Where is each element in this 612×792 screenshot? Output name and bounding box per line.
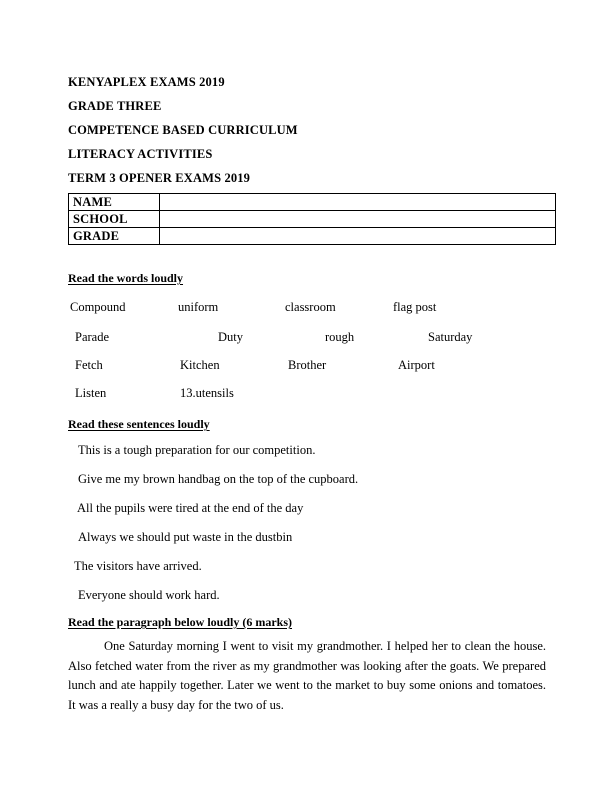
word-item: Kitchen <box>180 358 220 372</box>
details-input-grade[interactable] <box>160 228 556 245</box>
details-label-grade: GRADE <box>69 228 160 245</box>
table-row <box>69 211 556 228</box>
word-item: classroom <box>285 300 336 314</box>
sentence-item: Everyone should work hard. <box>78 588 220 602</box>
exam-header <box>68 70 548 190</box>
word-row <box>0 330 520 348</box>
word-row <box>0 358 520 376</box>
details-input-school[interactable] <box>160 211 556 228</box>
header-line-curriculum: COMPETENCE BASED CURRICULUM <box>68 123 298 137</box>
word-item: Fetch <box>75 358 103 372</box>
word-item: Parade <box>75 330 110 344</box>
table-row <box>69 194 556 211</box>
section-heading-read-sentences: Read these sentences loudly <box>68 417 210 431</box>
word-item: Brother <box>288 358 327 372</box>
header-line-exam-title: KENYAPLEX EXAMS 2019 <box>68 75 225 89</box>
header-line-subject: LITERACY ACTIVITIES <box>68 147 213 161</box>
table-row <box>69 228 556 245</box>
sentence-item: All the pupils were tired at the end of the day <box>77 501 304 515</box>
word-item: rough <box>325 330 355 344</box>
details-label-name: NAME <box>69 194 160 211</box>
reading-paragraph: One Saturday morning I went to visit my grandmother. I helped her to clean the house. Also fetched water from the river as my grandmother was looking after the goats. We prepared lunch and ate happily together. Later we went to the market to buy some onions and tomatoes. It was a really a busy day for the two of us. <box>68 639 546 712</box>
header-line-grade: GRADE THREE <box>68 99 162 113</box>
header-line-term: TERM 3 OPENER EXAMS 2019 <box>68 171 251 185</box>
section-heading-read-words: Read the words loudly <box>68 271 184 285</box>
word-item: uniform <box>178 300 219 314</box>
word-item: flag post <box>393 300 437 314</box>
word-row <box>0 300 520 318</box>
section-heading-read-paragraph: Read the paragraph below loudly (6 marks) <box>68 615 293 629</box>
word-item: Saturday <box>428 330 473 344</box>
details-input-name[interactable] <box>160 194 556 211</box>
sentence-item: Give me my brown handbag on the top of the cupboard. <box>78 472 359 486</box>
sentence-item: The visitors have arrived. <box>74 559 202 573</box>
word-item: Listen <box>75 386 107 400</box>
word-item: Duty <box>218 330 243 344</box>
candidate-details-table <box>68 193 556 245</box>
word-item: Airport <box>398 358 435 372</box>
word-item: Compound <box>70 300 126 314</box>
sentence-item: This is a tough preparation for our competition. <box>78 443 316 457</box>
word-item: 13.utensils <box>180 386 234 400</box>
details-label-school: SCHOOL <box>69 211 160 228</box>
word-row <box>0 386 520 404</box>
sentence-item: Always we should put waste in the dustbin <box>78 530 293 544</box>
